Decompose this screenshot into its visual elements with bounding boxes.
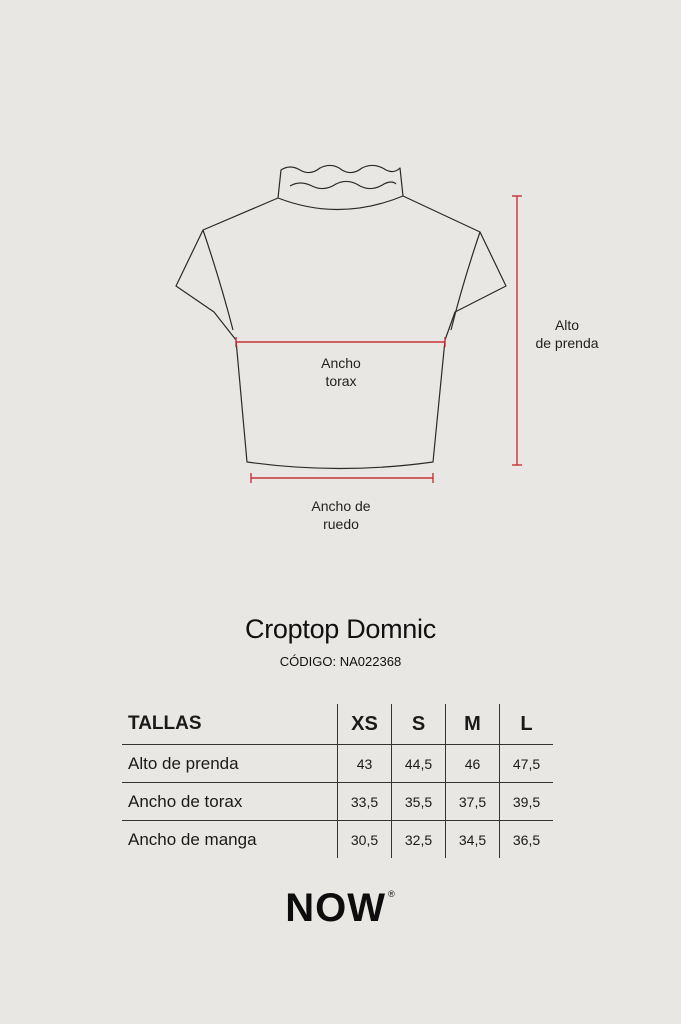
cell-value: 39,5 xyxy=(500,783,554,821)
cell-value: 34,5 xyxy=(446,821,500,859)
collar-outline xyxy=(278,165,403,209)
table-row xyxy=(122,821,553,859)
row-label: Alto de prenda xyxy=(128,753,239,773)
torax-label-line1: Ancho xyxy=(321,355,361,371)
right-sleeve-seam xyxy=(451,232,480,330)
size-table xyxy=(122,704,553,858)
cell-value: 43 xyxy=(338,745,392,783)
ancho-torax-label xyxy=(294,354,388,390)
collar-inner-ruffle xyxy=(290,181,396,188)
cell-value: 37,5 xyxy=(446,783,500,821)
row-label: Ancho de torax xyxy=(128,791,243,811)
cell-value: 36,5 xyxy=(500,821,554,859)
cell-value: 46 xyxy=(446,745,500,783)
size-header-l: L xyxy=(500,704,554,745)
cell-value: 30,5 xyxy=(338,821,392,859)
left-sleeve-seam xyxy=(203,230,233,330)
alto-de-prenda-label xyxy=(520,316,614,352)
cell-value: 33,5 xyxy=(338,783,392,821)
product-code: CÓDIGO: NA022368 xyxy=(279,654,402,669)
alto-label-line1: Alto xyxy=(554,317,580,333)
torax-label-line2: torax xyxy=(325,373,357,389)
row-label: Ancho de manga xyxy=(128,829,257,849)
cell-value: 47,5 xyxy=(500,745,554,783)
size-header-xs: XS xyxy=(338,704,392,745)
cell-value: 44,5 xyxy=(392,745,446,783)
registered-mark: ® xyxy=(388,889,396,899)
table-row xyxy=(122,745,553,783)
brand-logo-text: NOW xyxy=(285,886,387,930)
size-table-header xyxy=(122,704,553,745)
size-header-m: M xyxy=(446,704,500,745)
tallas-header: TALLAS xyxy=(128,713,202,734)
ancho-de-ruedo-label xyxy=(284,497,398,533)
ruedo-label-line1: Ancho de xyxy=(311,498,371,514)
cell-value: 32,5 xyxy=(392,821,446,859)
size-header-s: S xyxy=(392,704,446,745)
garment-body-outline xyxy=(176,196,506,469)
alto-label-line2: de prenda xyxy=(535,335,599,351)
product-title: Croptop Domnic xyxy=(245,614,436,644)
ruedo-label-line2: ruedo xyxy=(323,516,359,532)
brand-logo xyxy=(0,886,681,931)
cell-value: 35,5 xyxy=(392,783,446,821)
table-row xyxy=(122,783,553,821)
